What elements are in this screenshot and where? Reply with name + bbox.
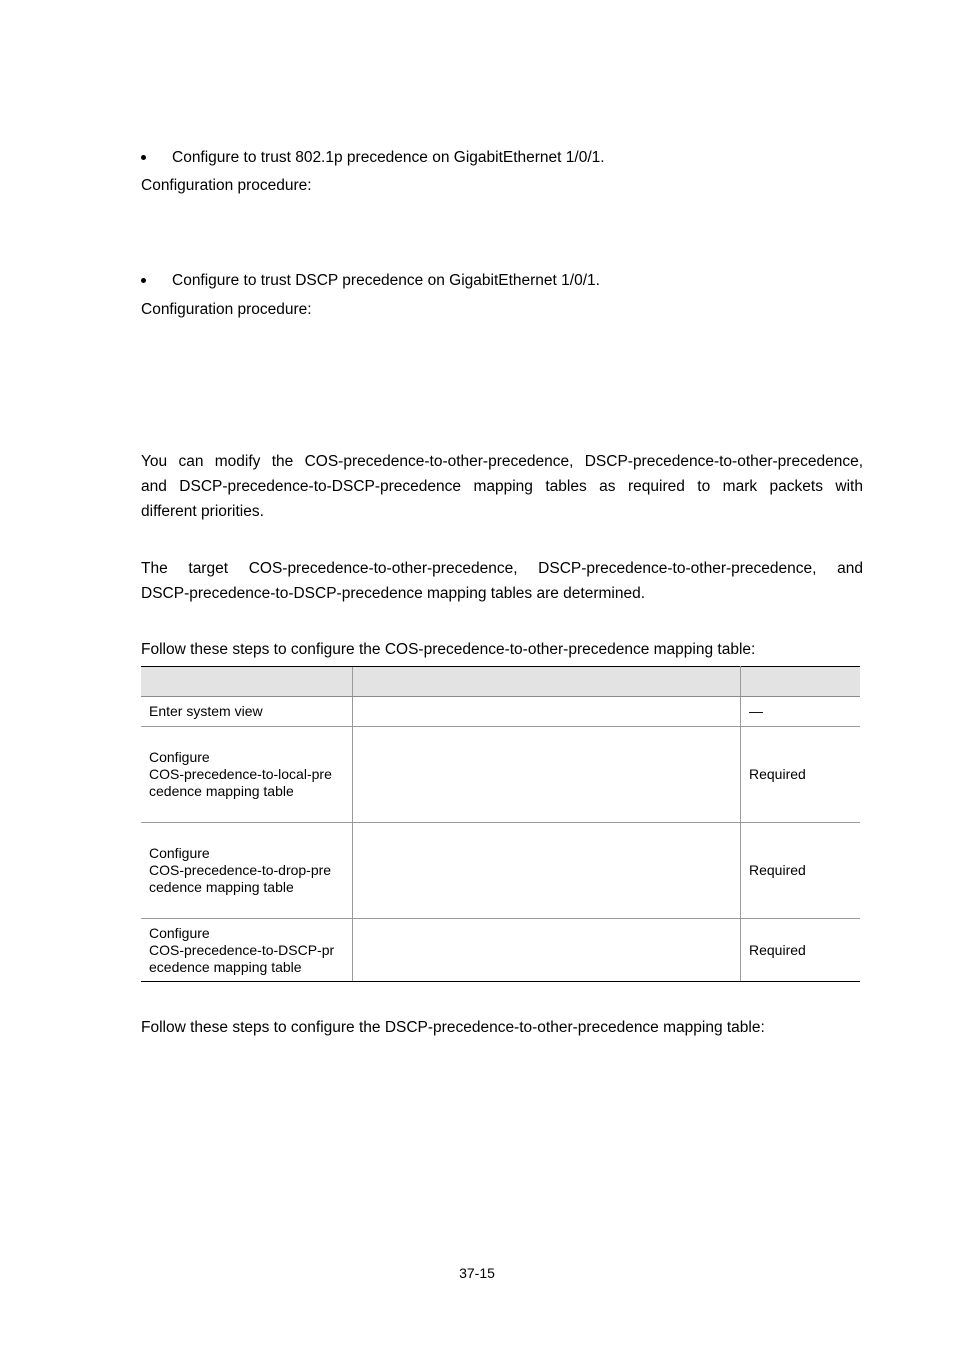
- bullet-icon: [141, 278, 146, 283]
- remarks-cell: Required: [741, 727, 861, 823]
- paragraph-line: DSCP-precedence-to-DSCP-precedence mapping tables are determined.: [141, 585, 646, 602]
- step-cell: Configure COS-precedence-to-DSCP-pr ecedence mapping table: [141, 919, 353, 982]
- paragraph-line: different priorities.: [141, 503, 264, 520]
- step-cell: Configure COS-precedence-to-drop-pre cedence mapping table: [141, 823, 353, 919]
- remarks-cell: Required: [741, 919, 861, 982]
- table-row: [141, 727, 860, 823]
- step-cell: Configure COS-precedence-to-local-pre cedence mapping table: [141, 727, 353, 823]
- bullet-icon: [141, 155, 146, 160]
- command-cell: [353, 727, 741, 823]
- step-cell: Enter system view: [141, 697, 353, 727]
- column-header: [141, 667, 353, 697]
- table-intro: Follow these steps to configure the DSCP-precedence-to-other-precedence mapping table:: [141, 1019, 765, 1036]
- table-row: [141, 823, 860, 919]
- remarks-cell: Required: [741, 823, 861, 919]
- table-row: [141, 697, 860, 727]
- procedure-label: Configuration procedure:: [141, 177, 312, 194]
- paragraph-line: and DSCP-precedence-to-DSCP-precedence mapping tables as required to mark packets with: [141, 478, 863, 495]
- command-cell: [353, 697, 741, 727]
- bullet-text: Configure to trust DSCP precedence on GigabitEthernet 1/0/1.: [172, 272, 600, 289]
- table-row: [141, 919, 860, 982]
- bullet-text: Configure to trust 802.1p precedence on GigabitEthernet 1/0/1.: [172, 149, 605, 166]
- page-number: 37-15: [459, 1265, 495, 1281]
- cos-mapping-steps-table: [141, 666, 860, 982]
- command-cell: [353, 823, 741, 919]
- procedure-label: Configuration procedure:: [141, 301, 312, 318]
- column-header: [353, 667, 741, 697]
- paragraph-line: You can modify the COS-precedence-to-other-precedence, DSCP-precedence-to-other-precedence,: [141, 453, 863, 470]
- table-header-row: [141, 667, 860, 697]
- table-intro: Follow these steps to configure the COS-precedence-to-other-precedence mapping table:: [141, 641, 756, 658]
- column-header: [741, 667, 861, 697]
- command-cell: [353, 919, 741, 982]
- remarks-cell: —: [741, 697, 861, 727]
- paragraph-line: The target COS-precedence-to-other-precedence, DSCP-precedence-to-other-precedence, and: [141, 560, 863, 577]
